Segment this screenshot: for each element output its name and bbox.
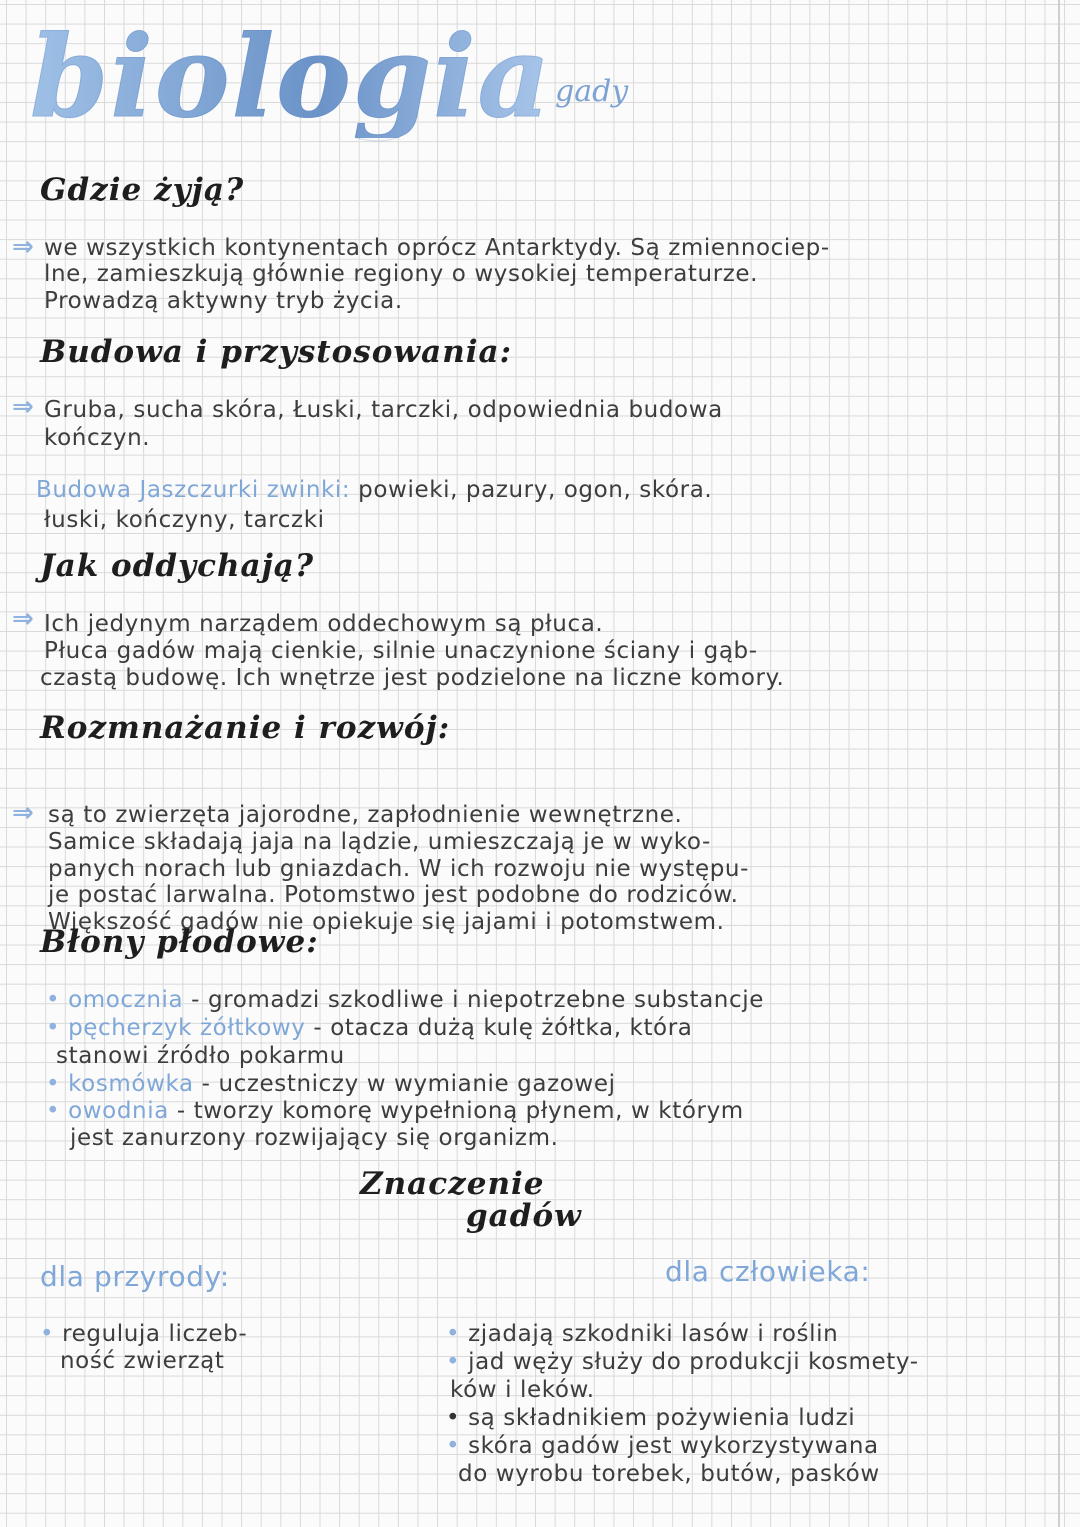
membrane-desc: - gromadzi szkodliwe i niepotrzebne substancje xyxy=(183,987,764,1013)
human-label: dla człowieka: xyxy=(665,1255,871,1288)
membrane-term: owodnia xyxy=(68,1098,169,1124)
page-title: biologia xyxy=(30,12,553,143)
bullet-icon: • xyxy=(446,1405,469,1431)
text-line: Gruba, sucha skóra, Łuski, tarczki, odpowiednia budowa xyxy=(44,397,723,423)
section-heading-reproduction: Rozmnażanie i rozwój: xyxy=(40,710,451,746)
section-heading-membranes: Błony płodowe: xyxy=(40,924,319,960)
nature-line: ność zwierząt xyxy=(60,1348,225,1374)
lizard-features: powieki, pazury, ogon, skóra. xyxy=(350,477,713,503)
membrane-desc: - uczestniczy w wymianie gazowej xyxy=(193,1071,616,1097)
bullet-icon: • xyxy=(446,1349,469,1375)
membrane-term: pęcherzyk żółtkowy xyxy=(68,1015,306,1041)
bullet-icon: • xyxy=(446,1321,469,1347)
membrane-item xyxy=(46,1097,744,1125)
bullet-icon: • xyxy=(46,987,69,1013)
bullet-icon: • xyxy=(46,1015,69,1041)
human-line: do wyrobu torebek, butów, pasków xyxy=(458,1461,880,1487)
human-line: ków i leków. xyxy=(450,1377,595,1403)
text-line-lizard xyxy=(36,476,712,504)
section-heading-importance: Znaczenie xyxy=(360,1166,545,1202)
membrane-item xyxy=(46,1070,616,1098)
text-line: Płuca gadów mają cienkie, silnie unaczynione ściany i gąb- xyxy=(44,638,758,664)
section-heading-habitat: Gdzie żyją? xyxy=(40,172,245,208)
human-line xyxy=(446,1320,838,1348)
membrane-item xyxy=(46,1014,692,1042)
text-line: Ich jedynym narządem oddechowym są płuca. xyxy=(44,611,604,637)
human-text: są składnikiem pożywienia ludzi xyxy=(468,1405,856,1431)
membrane-item xyxy=(46,986,764,1014)
arrow-icon: ⇒ xyxy=(12,392,34,422)
membrane-continuation: stanowi źródło pokarmu xyxy=(56,1043,345,1069)
arrow-icon: ⇒ xyxy=(12,232,34,262)
text-line: we wszystkich kontynentach oprócz Antarktydy. Są zmiennociep- xyxy=(44,235,830,261)
text-line: są to zwierzęta jajorodne, zapłodnienie wewnętrzne. xyxy=(48,802,683,828)
membrane-desc: - otacza dużą kulę żółtka, która xyxy=(305,1015,693,1041)
human-text: skóra gadów jest wykorzystywana xyxy=(468,1433,879,1459)
text-line: panych norach lub gniazdach. W ich rozwoju nie występu- xyxy=(48,856,750,882)
arrow-icon: ⇒ xyxy=(12,798,34,828)
nature-line xyxy=(40,1320,247,1348)
text-line: Większość gadów nie opiekuje się jajami i potomstwem. xyxy=(48,909,725,935)
human-line xyxy=(446,1404,855,1432)
membrane-desc: - tworzy komorę wypełnioną płynem, w którym xyxy=(168,1098,744,1124)
section-heading-structure: Budowa i przystosowania: xyxy=(40,334,513,370)
lizard-label: Budowa Jaszczurki zwinki: xyxy=(36,477,351,503)
nature-label: dla przyrody: xyxy=(40,1260,230,1293)
human-text: jad węży służy do produkcji kosmety- xyxy=(468,1349,919,1375)
human-line xyxy=(446,1432,879,1460)
page-subtitle: gady xyxy=(555,74,629,109)
bullet-icon: • xyxy=(46,1071,69,1097)
nature-text: reguluja liczeb- xyxy=(62,1321,248,1347)
text-line: łuski, kończyny, tarczki xyxy=(44,507,325,533)
membrane-continuation: jest zanurzony rozwijający się organizm. xyxy=(70,1125,559,1151)
page-margin-line xyxy=(1058,0,1060,1527)
membrane-term: kosmówka xyxy=(68,1071,194,1097)
text-line: Prowadzą aktywny tryb życia. xyxy=(44,288,403,314)
membrane-term: omocznia xyxy=(68,987,184,1013)
section-heading-importance-line2: gadów xyxy=(466,1198,582,1234)
text-line: je postać larwalna. Potomstwo jest podobne do rodziców. xyxy=(48,882,739,908)
human-text: zjadają szkodniki lasów i roślin xyxy=(468,1321,839,1347)
text-line: czastą budowę. Ich wnętrze jest podzielone na liczne komory. xyxy=(40,665,785,691)
text-line: lne, zamieszkują głównie regiony o wysokiej temperaturze. xyxy=(44,261,759,287)
human-line xyxy=(446,1348,919,1376)
text-line: Samice składają jaja na lądzie, umieszczają je w wyko- xyxy=(48,829,711,855)
bullet-icon: • xyxy=(446,1433,469,1459)
bullet-icon: • xyxy=(46,1098,69,1124)
bullet-icon: • xyxy=(40,1321,63,1347)
arrow-icon: ⇒ xyxy=(12,604,34,634)
text-line: kończyn. xyxy=(44,425,151,451)
section-heading-breathing: Jak oddychają? xyxy=(40,548,315,584)
